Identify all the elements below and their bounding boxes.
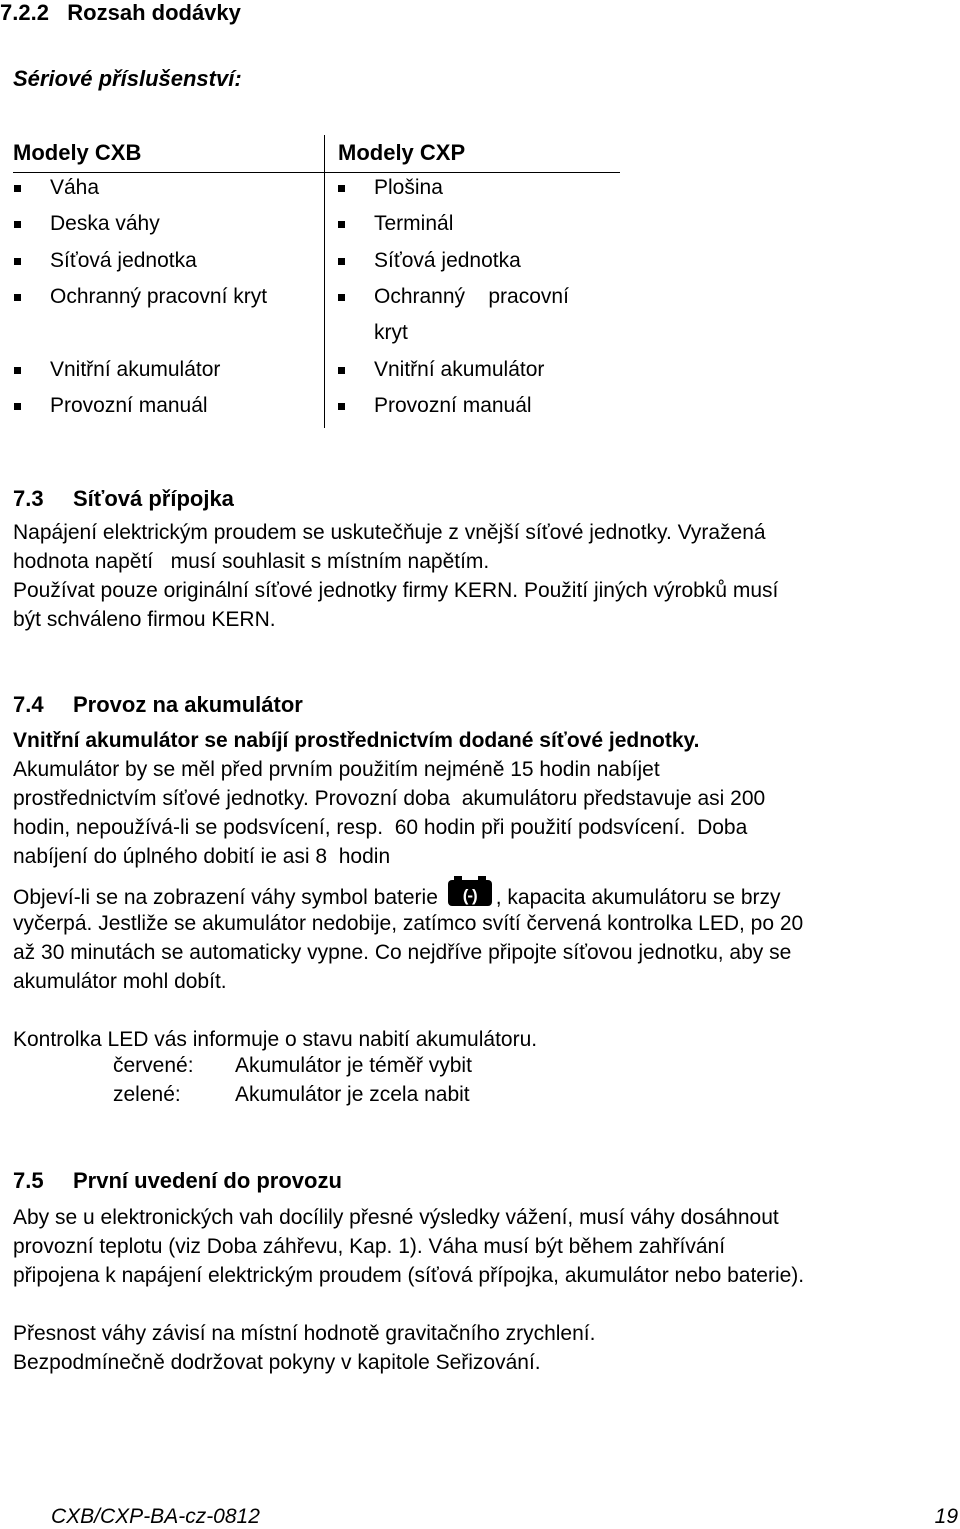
- table-divider-horizontal: [13, 172, 620, 173]
- subtitle: Sériové příslušenství:: [13, 66, 242, 91]
- section-heading-7-5: [13, 1168, 342, 1194]
- col2-header: Modely CXP: [338, 140, 466, 165]
- section-heading-7-4: [13, 692, 303, 718]
- bold-statement: Vnitřní akumulátor se nabíjí prostřednictvím dodané síťové jednotky.: [13, 729, 700, 752]
- section-number: 7.2.2: [0, 0, 49, 25]
- bullet-icon: [14, 221, 21, 228]
- bullet-icon: [338, 403, 345, 410]
- list-item: Ochranný pracovní kryt: [50, 285, 268, 308]
- list-item: Vnitřní akumulátor: [374, 358, 545, 381]
- section-number: 7.5: [13, 1168, 44, 1193]
- text-line: Přesnost váhy závisí na místní hodnotě gravitačního zrychlení.: [13, 1322, 596, 1345]
- list-item: Plošina: [374, 176, 443, 199]
- text-line: Akumulátor by se měl před prvním použitím nejméně 15 hodin nabíjet: [13, 758, 660, 781]
- text-line: nabíjení do úplného dobití ie asi 8 hodin: [13, 845, 391, 868]
- bullet-icon: [14, 185, 21, 192]
- led-state-green-text: Akumulátor je zcela nabit: [235, 1083, 470, 1106]
- text-line: akumulátor mohl dobít.: [13, 970, 227, 993]
- list-item-continuation: kryt: [374, 321, 408, 344]
- list-item: Provozní manuál: [374, 394, 532, 417]
- list-item: Vnitřní akumulátor: [50, 358, 221, 381]
- list-item: Provozní manuál: [50, 394, 208, 417]
- led-state-green: [113, 1083, 181, 1107]
- battery-line: [13, 880, 781, 912]
- text-line: Používat pouze originální síťové jednotky firmy KERN. Použití jiných výrobků musí: [13, 579, 779, 602]
- battery-low-icon: [448, 880, 492, 906]
- section-7-3-body: [13, 518, 778, 634]
- section-7-4-body: [13, 755, 765, 871]
- text-line: připojena k napájení elektrickým proudem (síťová přípojka, akumulátor nebo baterie).: [13, 1264, 805, 1287]
- list-item: Deska váhy: [50, 212, 160, 235]
- text-fragment: , kapacita akumulátoru se brzy: [495, 886, 781, 909]
- footer-page-number: 19: [934, 1505, 958, 1528]
- list-item: Váha: [50, 176, 100, 199]
- led-label: zelené:: [113, 1083, 181, 1106]
- section-heading-7-2-2: [0, 0, 241, 26]
- list-item: Ochranný pracovní: [374, 285, 569, 308]
- section-7-5-body: [13, 1203, 804, 1290]
- section-number: 7.4: [13, 692, 44, 717]
- bullet-icon: [14, 367, 21, 374]
- col1-header: Modely CXB: [13, 140, 142, 165]
- bullet-icon: [338, 185, 345, 192]
- text-line: být schváleno firmou KERN.: [13, 608, 276, 631]
- section-7-4-body-2: [13, 909, 803, 996]
- bullet-icon: [338, 367, 345, 374]
- led-intro: Kontrolka LED vás informuje o stavu nabití akumulátoru.: [13, 1028, 538, 1051]
- text-line: prostřednictvím síťové jednotky. Provozní doba akumulátoru představuje asi 200: [13, 787, 766, 810]
- section-title: Provoz na akumulátor: [73, 692, 303, 717]
- section-7-5-body-2: [13, 1319, 595, 1377]
- text-line: hodin, nepoužívá-li se podsvícení, resp. 60 hodin při použití podsvícení. Doba: [13, 816, 748, 839]
- list-item: Síťová jednotka: [50, 249, 197, 272]
- bullet-icon: [14, 403, 21, 410]
- table-divider-vertical: [324, 135, 325, 428]
- section-heading-7-3: [13, 486, 234, 512]
- text-line: vyčerpá. Jestliže se akumulátor nedobije, zatímco svítí červená kontrolka LED, po 20: [13, 912, 804, 935]
- battery-symbol: (-): [462, 886, 477, 905]
- text-line: až 30 minutách se automaticky vypne. Co nejdříve připojte síťovou jednotku, aby se: [13, 941, 792, 964]
- led-state-red: [113, 1054, 194, 1078]
- bullet-icon: [338, 221, 345, 228]
- bullet-icon: [14, 294, 21, 301]
- section-number: 7.3: [13, 486, 44, 511]
- bullet-icon: [14, 258, 21, 265]
- text-fragment: Objeví-li se na zobrazení váhy symbol baterie: [13, 886, 438, 909]
- led-state-red-text: Akumulátor je téměř vybit: [235, 1054, 472, 1077]
- list-item: Síťová jednotka: [374, 249, 521, 272]
- text-line: Napájení elektrickým proudem se uskutečňuje z vnější síťové jednotky. Vyražená: [13, 521, 766, 544]
- text-line: Bezpodmínečně dodržovat pokyny v kapitole Seřizování.: [13, 1351, 541, 1374]
- bullet-icon: [338, 294, 345, 301]
- text-line: hodnota napětí musí souhlasit s místním napětím.: [13, 550, 490, 573]
- section-title: Síťová přípojka: [73, 486, 234, 511]
- list-item: Terminál: [374, 212, 454, 235]
- section-title: První uvedení do provozu: [73, 1168, 342, 1193]
- footer-doc-id: CXB/CXP-BA-cz-0812: [51, 1505, 260, 1528]
- led-label: červené:: [113, 1054, 194, 1077]
- text-line: provozní teplotu (viz Doba záhřevu, Kap. 1). Váha musí být během zahřívání: [13, 1235, 726, 1258]
- text-line: Aby se u elektronických vah docílily přesné výsledky vážení, musí váhy dosáhnout: [13, 1206, 779, 1229]
- bullet-icon: [338, 258, 345, 265]
- section-title: Rozsah dodávky: [67, 0, 241, 25]
